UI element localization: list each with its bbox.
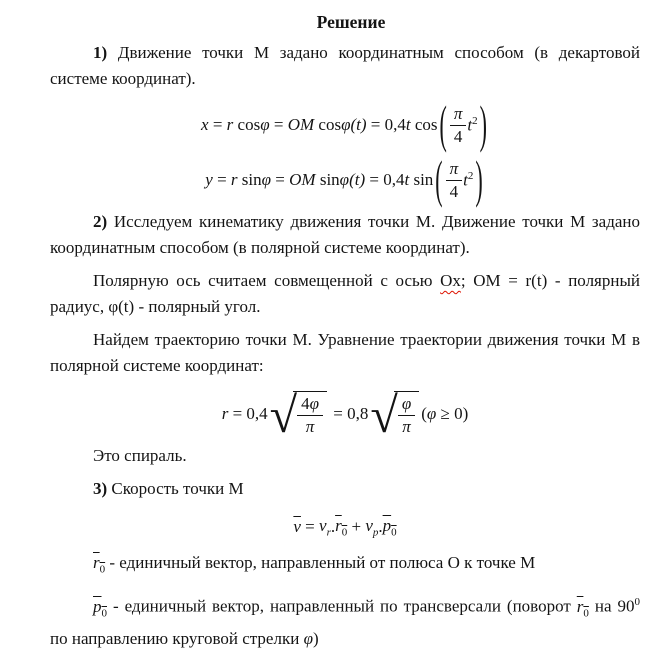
paragraph-text: на 90 xyxy=(588,597,635,617)
math-var: t xyxy=(463,170,468,190)
right-paren: ) xyxy=(475,149,483,209)
math-op: = 0,4 xyxy=(228,403,268,423)
math-var: t xyxy=(404,170,410,189)
square-root xyxy=(370,386,419,443)
paragraph-text: ; ОМ = r(t) - полярный радиус, φ(t) - полярный угол. xyxy=(50,271,640,316)
math-var: φ xyxy=(260,115,270,134)
paragraph-r0-definition xyxy=(50,550,640,582)
fraction-denominator: π xyxy=(305,416,315,436)
math-subscript: 0 xyxy=(391,526,397,539)
math-var: φ xyxy=(261,170,272,189)
math-exponent: 2 xyxy=(467,169,474,182)
radical-sign: √ xyxy=(269,386,298,443)
degree-superscript: 0 xyxy=(634,596,640,609)
math-var: x xyxy=(201,115,209,134)
left-paren: ( xyxy=(439,94,447,154)
unit-vector-p0 xyxy=(383,516,397,538)
fraction-phi-over-pi xyxy=(398,394,415,437)
math-var: t xyxy=(405,115,411,134)
fraction-numerator xyxy=(297,394,323,416)
spellcheck-marked-word: Ox xyxy=(440,271,461,290)
math-dot: . xyxy=(378,517,383,536)
math-var: r xyxy=(226,115,234,134)
math-func: sin xyxy=(409,170,434,189)
math-var: v xyxy=(319,515,327,535)
math-var: p xyxy=(93,597,102,617)
math-var: v xyxy=(365,515,373,535)
square-root xyxy=(269,386,327,443)
math-func: sin xyxy=(237,170,262,189)
paragraph-3-velocity xyxy=(50,476,640,502)
math-func: cos xyxy=(314,115,342,134)
math-var: OM xyxy=(289,170,316,189)
math-condition: ≥ 0) xyxy=(436,403,469,423)
item-number-2: 2) xyxy=(93,212,108,231)
math-op: + xyxy=(347,517,366,536)
left-paren: ( xyxy=(435,149,443,209)
math-var: OM xyxy=(287,115,315,134)
math-var: φ xyxy=(309,393,320,413)
paragraph-text: Полярную ось считаем совмещенной с осью xyxy=(93,271,441,290)
paragraph-1-cartesian xyxy=(50,40,640,92)
math-op: = 0,8 xyxy=(329,403,369,423)
fraction-numerator: π xyxy=(450,104,467,126)
formula-spiral-equation xyxy=(50,386,640,441)
paragraph-text: - единичный вектор, направленный по трансверсали (поворот xyxy=(107,597,577,617)
paragraph-text: Движение точки М задано координатным способом (в декартовой системе координат). xyxy=(50,43,640,88)
radical-sign: √ xyxy=(370,386,398,443)
math-num: 4 xyxy=(301,393,310,413)
math-var: φ xyxy=(426,403,437,423)
math-op: = xyxy=(208,115,227,134)
math-var: r xyxy=(230,170,238,189)
math-var: φ(t) xyxy=(339,170,366,189)
math-op: = 0,4 xyxy=(365,170,405,189)
formula-x-coordinate xyxy=(50,94,640,154)
unit-vector-r0 xyxy=(93,553,106,576)
page-title: Решение xyxy=(316,12,386,32)
vector-v: $\overline{v}$ xyxy=(293,517,301,536)
fraction-pi-over-4 xyxy=(450,104,467,147)
paragraph-text: ) xyxy=(312,629,319,649)
math-op: = xyxy=(300,517,320,536)
math-subscript: 0 xyxy=(99,563,106,576)
fraction-numerator: φ xyxy=(398,394,415,416)
velocity-radial-component xyxy=(319,516,331,538)
unit-vector-r0 xyxy=(576,597,589,620)
math-var: r xyxy=(576,597,584,617)
math-var: p xyxy=(382,515,392,535)
item-number-1: 1) xyxy=(93,43,108,62)
radicand xyxy=(293,391,327,437)
paragraph-text: Исследуем кинематику движения точки М. Движение точки М задано координатным способом (в полярной системе координат). xyxy=(50,212,640,257)
paragraph-text: по направлению круговой стрелки xyxy=(50,629,304,649)
fraction-denominator: 4 xyxy=(449,181,459,201)
fraction-denominator: π xyxy=(402,416,411,436)
math-paren: ( xyxy=(421,403,427,423)
formula-y-coordinate xyxy=(50,149,640,209)
math-exponent: 2 xyxy=(472,114,478,127)
paragraph-p0-definition xyxy=(50,589,640,652)
paragraph-polar-axis xyxy=(50,268,640,320)
velocity-transversal-component xyxy=(365,516,378,538)
math-subscript: r xyxy=(326,526,331,539)
math-var: r xyxy=(221,403,229,423)
paragraph-text: Это спираль. xyxy=(93,446,187,465)
paragraph-text: - единичный вектор, направленный от полюса О к точке М xyxy=(105,553,536,572)
paragraph-text: Найдем траекторию точки М. Уравнение траектории движения точки М в полярной системе координат: xyxy=(50,330,640,375)
math-var: r xyxy=(335,515,342,535)
math-subscript: 0 xyxy=(583,607,589,620)
paragraph-spiral xyxy=(50,443,640,469)
math-op: = xyxy=(269,115,288,134)
math-subscript: p xyxy=(372,526,379,539)
unit-vector-r0 xyxy=(335,516,347,538)
right-paren: ) xyxy=(479,94,487,154)
math-var: φ(t) xyxy=(341,115,367,134)
paragraph-text: Скорость точки М xyxy=(107,479,244,498)
formula-velocity-vector xyxy=(50,509,640,545)
math-power-term xyxy=(463,170,473,191)
unit-vector-p0 xyxy=(93,597,107,620)
math-func: cos xyxy=(233,115,261,134)
paragraph-2-polar xyxy=(50,209,640,261)
math-op: = xyxy=(271,170,290,189)
math-func: cos xyxy=(410,115,438,134)
math-var: y xyxy=(205,170,213,189)
math-dot: . xyxy=(330,517,336,536)
math-var: t xyxy=(467,115,473,135)
item-number-3: 3) xyxy=(93,479,108,498)
fraction-numerator: π xyxy=(446,159,463,181)
paragraph-trajectory xyxy=(50,327,640,379)
math-subscript: 0 xyxy=(101,607,107,620)
math-power-term xyxy=(467,115,477,136)
math-var-phi: φ xyxy=(303,629,313,649)
math-func: sin xyxy=(315,170,340,189)
math-subscript: 0 xyxy=(341,526,348,539)
fraction-4phi-over-pi xyxy=(297,394,323,437)
fraction-denominator: 4 xyxy=(453,126,463,146)
fraction-pi-over-4 xyxy=(446,159,463,202)
math-op: = xyxy=(212,170,231,189)
math-var: r xyxy=(93,553,100,572)
math-op: = 0,4 xyxy=(366,115,406,134)
